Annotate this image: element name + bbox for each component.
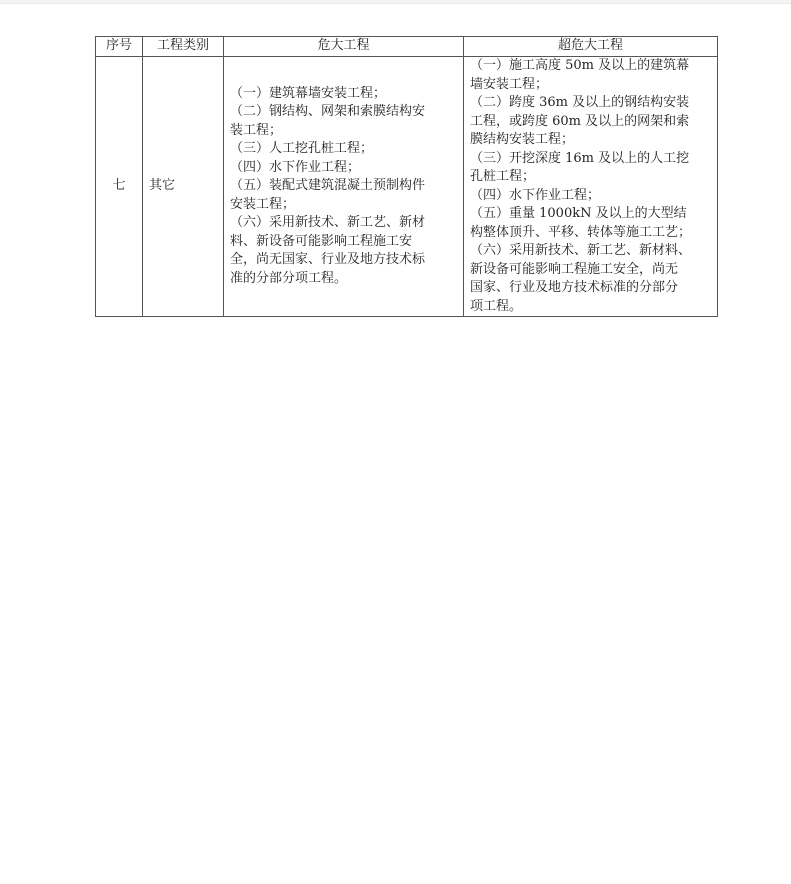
super-dangerous-line: 项工程。 (470, 298, 523, 314)
super-dangerous-line: 新设备可能影响工程施工安全，尚无 (470, 261, 679, 277)
super-dangerous-line: （五）重量 1000kN 及以上的大型结 (470, 206, 687, 221)
dangerous-line: 准的分部分项工程。 (230, 270, 348, 286)
super-dangerous-line: （二）跨度 36m 及以上的钢结构安装 (470, 95, 690, 110)
super-dangerous-line: 墙安装工程； (470, 76, 549, 92)
super-dangerous-line: （一）施工高度 50m 及以上的建筑幕 (470, 58, 690, 73)
dangerous-line: 安装工程； (230, 196, 296, 212)
super-dangerous-line: （六）采用新技术、新工艺、新材料、 (470, 243, 692, 258)
dangerous-line: 全，尚无国家、行业及地方技术标 (230, 252, 426, 268)
dangerous-line: （三）人工挖孔桩工程； (230, 141, 374, 157)
dangerous-line: （一）建筑幕墙安装工程； (230, 85, 387, 101)
dangerous-line: 装工程； (230, 122, 283, 138)
super-dangerous-line: 构整体顶升、平移、转体等施工工艺； (470, 224, 692, 240)
dangerous-line: （二）钢结构、网架和索膜结构安 (230, 104, 426, 120)
row-category: 其它 (143, 57, 224, 317)
header-dangerous-project: 危大工程 (224, 37, 464, 57)
table-row (96, 57, 718, 317)
header-category: 工程类别 (143, 37, 224, 57)
super-dangerous-line: 工程，或跨度 60m 及以上的网架和索 (470, 113, 690, 129)
table-header-row (96, 37, 718, 57)
super-dangerous-line: 膜结构安装工程； (470, 132, 575, 147)
super-dangerous-line: 国家、行业及地方技术标准的分部分 (470, 280, 679, 295)
top-bar (0, 0, 791, 4)
dangerous-line: （六）采用新技术、新工艺、新材 (230, 215, 426, 231)
dangerous-project-list (224, 57, 464, 317)
super-dangerous-line: （四）水下作业工程； (470, 187, 601, 203)
header-super-dangerous-project: 超危大工程 (464, 37, 718, 57)
header-seq: 序号 (96, 37, 143, 57)
dangerous-line: （五）装配式建筑混凝土预制构件 (230, 178, 426, 194)
dangerous-line: （四）水下作业工程； (230, 159, 361, 175)
dangerous-line: 料、新设备可能影响工程施工安 (230, 233, 413, 249)
super-dangerous-project-list (464, 57, 718, 317)
engineering-category-table (95, 36, 718, 317)
super-dangerous-line: 孔桩工程； (470, 169, 536, 184)
super-dangerous-line: （三）开挖深度 16m 及以上的人工挖 (470, 150, 690, 166)
row-seq: 七 (96, 57, 143, 317)
